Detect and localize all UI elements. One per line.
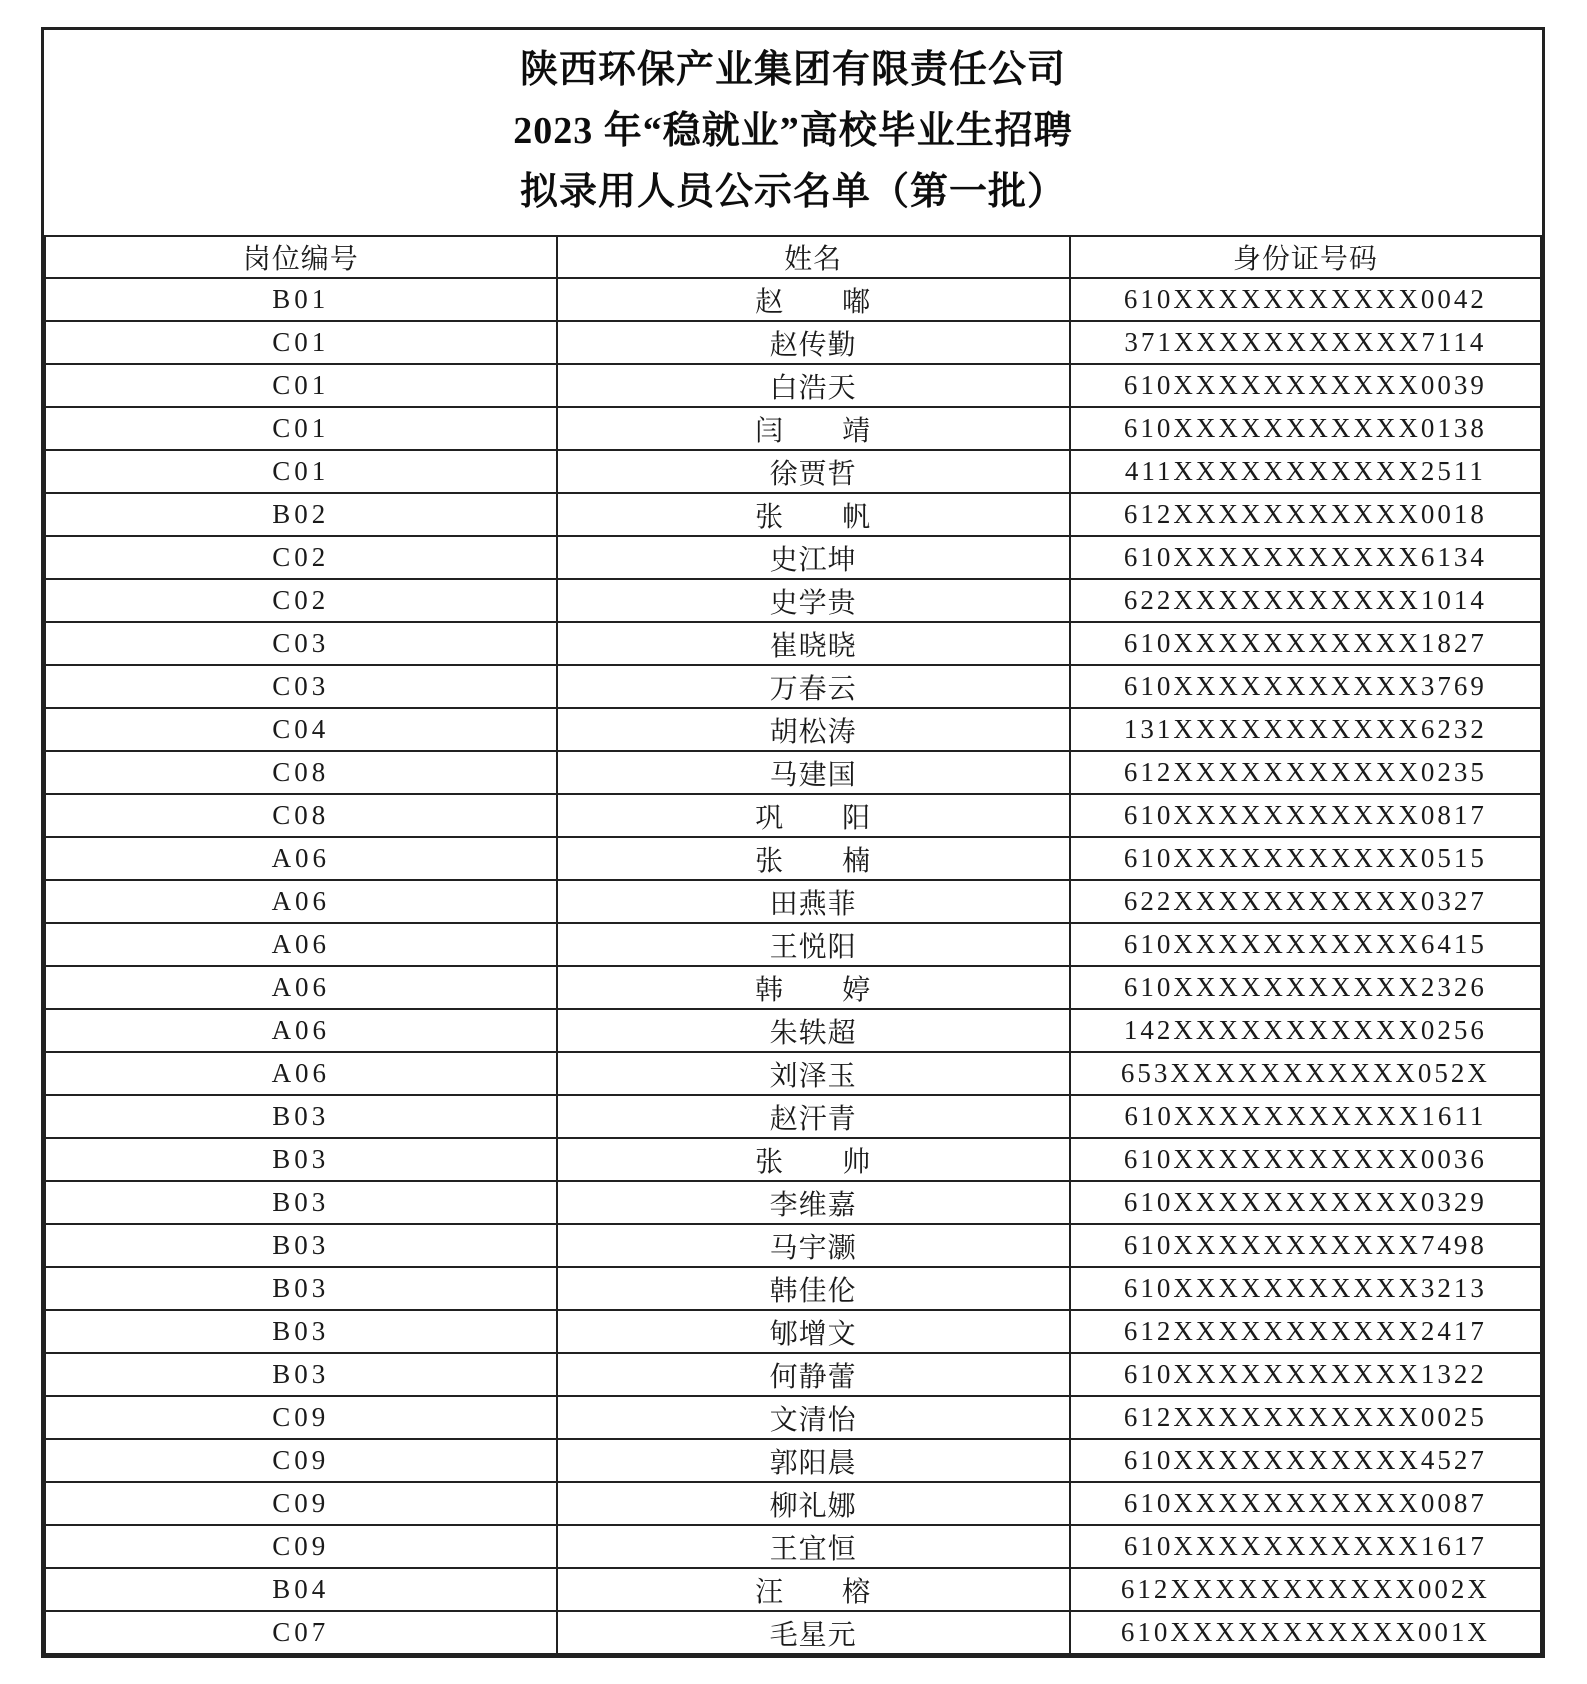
table-row [45, 794, 1541, 837]
cell-id-number: 610XXXXXXXXXXX1617 [1070, 1525, 1541, 1568]
cell-position-code: C01 [45, 321, 557, 364]
table-row [45, 1181, 1541, 1224]
cell-position-code: C09 [45, 1396, 557, 1439]
cell-name: 胡松涛 [557, 708, 1070, 751]
table-row [45, 966, 1541, 1009]
cell-name: 赵传勤 [557, 321, 1070, 364]
table-row [45, 278, 1541, 321]
table-row [45, 536, 1541, 579]
table-row [45, 1052, 1541, 1095]
cell-name: 毛星元 [557, 1611, 1070, 1654]
cell-id-number: 610XXXXXXXXXXX0138 [1070, 407, 1541, 450]
cell-id-number: 622XXXXXXXXXXX0327 [1070, 880, 1541, 923]
table-row [45, 880, 1541, 923]
title-line-company: 陕西环保产业集团有限责任公司 [519, 49, 1066, 91]
document-title-block [44, 30, 1542, 235]
cell-id-number: 610XXXXXXXXXXX3213 [1070, 1267, 1541, 1310]
cell-id-number: 371XXXXXXXXXXX7114 [1070, 321, 1541, 364]
cell-name: 王宜恒 [557, 1525, 1070, 1568]
table-row [45, 708, 1541, 751]
table-row [45, 1224, 1541, 1267]
cell-position-code: B03 [45, 1310, 557, 1353]
cell-name: 张 帅 [557, 1138, 1070, 1181]
cell-id-number: 610XXXXXXXXXXX6134 [1070, 536, 1541, 579]
cell-position-code: C09 [45, 1482, 557, 1525]
cell-id-number: 610XXXXXXXXXXX4527 [1070, 1439, 1541, 1482]
cell-name: 万春云 [557, 665, 1070, 708]
cell-position-code: C03 [45, 665, 557, 708]
cell-name: 闫 靖 [557, 407, 1070, 450]
cell-name: 巩 阳 [557, 794, 1070, 837]
cell-id-number: 610XXXXXXXXXXX7498 [1070, 1224, 1541, 1267]
table-row [45, 1568, 1541, 1611]
cell-name: 李维嘉 [557, 1181, 1070, 1224]
title-line-recruitment: 2023 年“稳就业”高校毕业生招聘 [513, 110, 1073, 152]
cell-position-code: B03 [45, 1267, 557, 1310]
cell-position-code: C09 [45, 1439, 557, 1482]
table-row [45, 751, 1541, 794]
cell-position-code: B03 [45, 1138, 557, 1181]
table-row [45, 1353, 1541, 1396]
cell-name: 郇增文 [557, 1310, 1070, 1353]
cell-id-number: 610XXXXXXXXXXX1611 [1070, 1095, 1541, 1138]
cell-name: 赵汗青 [557, 1095, 1070, 1138]
cell-position-code: C08 [45, 794, 557, 837]
cell-name: 马建国 [557, 751, 1070, 794]
cell-name: 汪 榕 [557, 1568, 1070, 1611]
cell-id-number: 610XXXXXXXXXXX0817 [1070, 794, 1541, 837]
cell-id-number: 610XXXXXXXXXXX0515 [1070, 837, 1541, 880]
cell-id-number: 612XXXXXXXXXXX0235 [1070, 751, 1541, 794]
table-row [45, 321, 1541, 364]
cell-id-number: 610XXXXXXXXXXX001X [1070, 1611, 1541, 1654]
cell-name: 白浩天 [557, 364, 1070, 407]
cell-name: 张 帆 [557, 493, 1070, 536]
table-row [45, 1396, 1541, 1439]
cell-id-number: 612XXXXXXXXXXX002X [1070, 1568, 1541, 1611]
table-row [45, 579, 1541, 622]
table-row [45, 837, 1541, 880]
cell-position-code: B04 [45, 1568, 557, 1611]
table-row [45, 622, 1541, 665]
cell-id-number: 411XXXXXXXXXXX2511 [1070, 450, 1541, 493]
table-row [45, 1267, 1541, 1310]
document-sheet [41, 27, 1545, 1658]
cell-name: 刘泽玉 [557, 1052, 1070, 1095]
cell-id-number: 610XXXXXXXXXXX3769 [1070, 665, 1541, 708]
cell-position-code: C02 [45, 536, 557, 579]
cell-position-code: C03 [45, 622, 557, 665]
table-row [45, 407, 1541, 450]
cell-id-number: 142XXXXXXXXXXX0256 [1070, 1009, 1541, 1052]
cell-id-number: 610XXXXXXXXXXX0087 [1070, 1482, 1541, 1525]
cell-id-number: 610XXXXXXXXXXX1827 [1070, 622, 1541, 665]
cell-position-code: A06 [45, 1009, 557, 1052]
table-row [45, 1138, 1541, 1181]
cell-id-number: 612XXXXXXXXXXX0018 [1070, 493, 1541, 536]
table-row [45, 1439, 1541, 1482]
table-row [45, 1482, 1541, 1525]
cell-position-code: B03 [45, 1095, 557, 1138]
cell-id-number: 653XXXXXXXXXXX052X [1070, 1052, 1541, 1095]
col-header-id-number: 身份证号码 [1070, 236, 1541, 278]
cell-name: 朱轶超 [557, 1009, 1070, 1052]
cell-position-code: C09 [45, 1525, 557, 1568]
cell-position-code: C08 [45, 751, 557, 794]
cell-position-code: C07 [45, 1611, 557, 1654]
cell-name: 郭阳晨 [557, 1439, 1070, 1482]
cell-name: 柳礼娜 [557, 1482, 1070, 1525]
cell-position-code: A06 [45, 923, 557, 966]
cell-name: 马宇灏 [557, 1224, 1070, 1267]
cell-position-code: C01 [45, 450, 557, 493]
table-row [45, 450, 1541, 493]
cell-id-number: 610XXXXXXXXXXX0036 [1070, 1138, 1541, 1181]
cell-id-number: 610XXXXXXXXXXX1322 [1070, 1353, 1541, 1396]
cell-position-code: B03 [45, 1181, 557, 1224]
table-row [45, 1095, 1541, 1138]
cell-position-code: C04 [45, 708, 557, 751]
title-line-list-batch: 拟录用人员公示名单（第一批） [519, 171, 1066, 213]
col-header-position-code: 岗位编号 [45, 236, 557, 278]
cell-id-number: 610XXXXXXXXXXX0042 [1070, 278, 1541, 321]
roster-table [44, 235, 1542, 1655]
table-row [45, 923, 1541, 966]
header-row [45, 236, 1541, 278]
cell-id-number: 131XXXXXXXXXXX6232 [1070, 708, 1541, 751]
cell-position-code: B03 [45, 1353, 557, 1396]
cell-id-number: 610XXXXXXXXXXX6415 [1070, 923, 1541, 966]
table-row [45, 1009, 1541, 1052]
roster-table-body [45, 278, 1541, 1654]
cell-id-number: 622XXXXXXXXXXX1014 [1070, 579, 1541, 622]
cell-id-number: 612XXXXXXXXXXX2417 [1070, 1310, 1541, 1353]
table-row [45, 665, 1541, 708]
cell-position-code: C01 [45, 364, 557, 407]
table-row [45, 1611, 1541, 1654]
cell-position-code: A06 [45, 1052, 557, 1095]
cell-position-code: C01 [45, 407, 557, 450]
cell-name: 史学贵 [557, 579, 1070, 622]
table-row [45, 1310, 1541, 1353]
cell-name: 韩佳伦 [557, 1267, 1070, 1310]
cell-position-code: B03 [45, 1224, 557, 1267]
cell-name: 崔晓晓 [557, 622, 1070, 665]
table-row [45, 1525, 1541, 1568]
cell-name: 徐贾哲 [557, 450, 1070, 493]
cell-name: 韩 婷 [557, 966, 1070, 1009]
table-row [45, 364, 1541, 407]
cell-id-number: 612XXXXXXXXXXX0025 [1070, 1396, 1541, 1439]
cell-position-code: B02 [45, 493, 557, 536]
cell-position-code: C02 [45, 579, 557, 622]
cell-name: 文清怡 [557, 1396, 1070, 1439]
table-row [45, 493, 1541, 536]
col-header-name: 姓名 [557, 236, 1070, 278]
cell-name: 田燕菲 [557, 880, 1070, 923]
cell-name: 王悦阳 [557, 923, 1070, 966]
cell-name: 张 楠 [557, 837, 1070, 880]
cell-position-code: A06 [45, 966, 557, 1009]
cell-id-number: 610XXXXXXXXXXX0329 [1070, 1181, 1541, 1224]
cell-name: 史江坤 [557, 536, 1070, 579]
cell-position-code: A06 [45, 837, 557, 880]
cell-position-code: A06 [45, 880, 557, 923]
cell-name: 赵 嘟 [557, 278, 1070, 321]
cell-id-number: 610XXXXXXXXXXX0039 [1070, 364, 1541, 407]
cell-position-code: B01 [45, 278, 557, 321]
cell-name: 何静蕾 [557, 1353, 1070, 1396]
cell-id-number: 610XXXXXXXXXXX2326 [1070, 966, 1541, 1009]
